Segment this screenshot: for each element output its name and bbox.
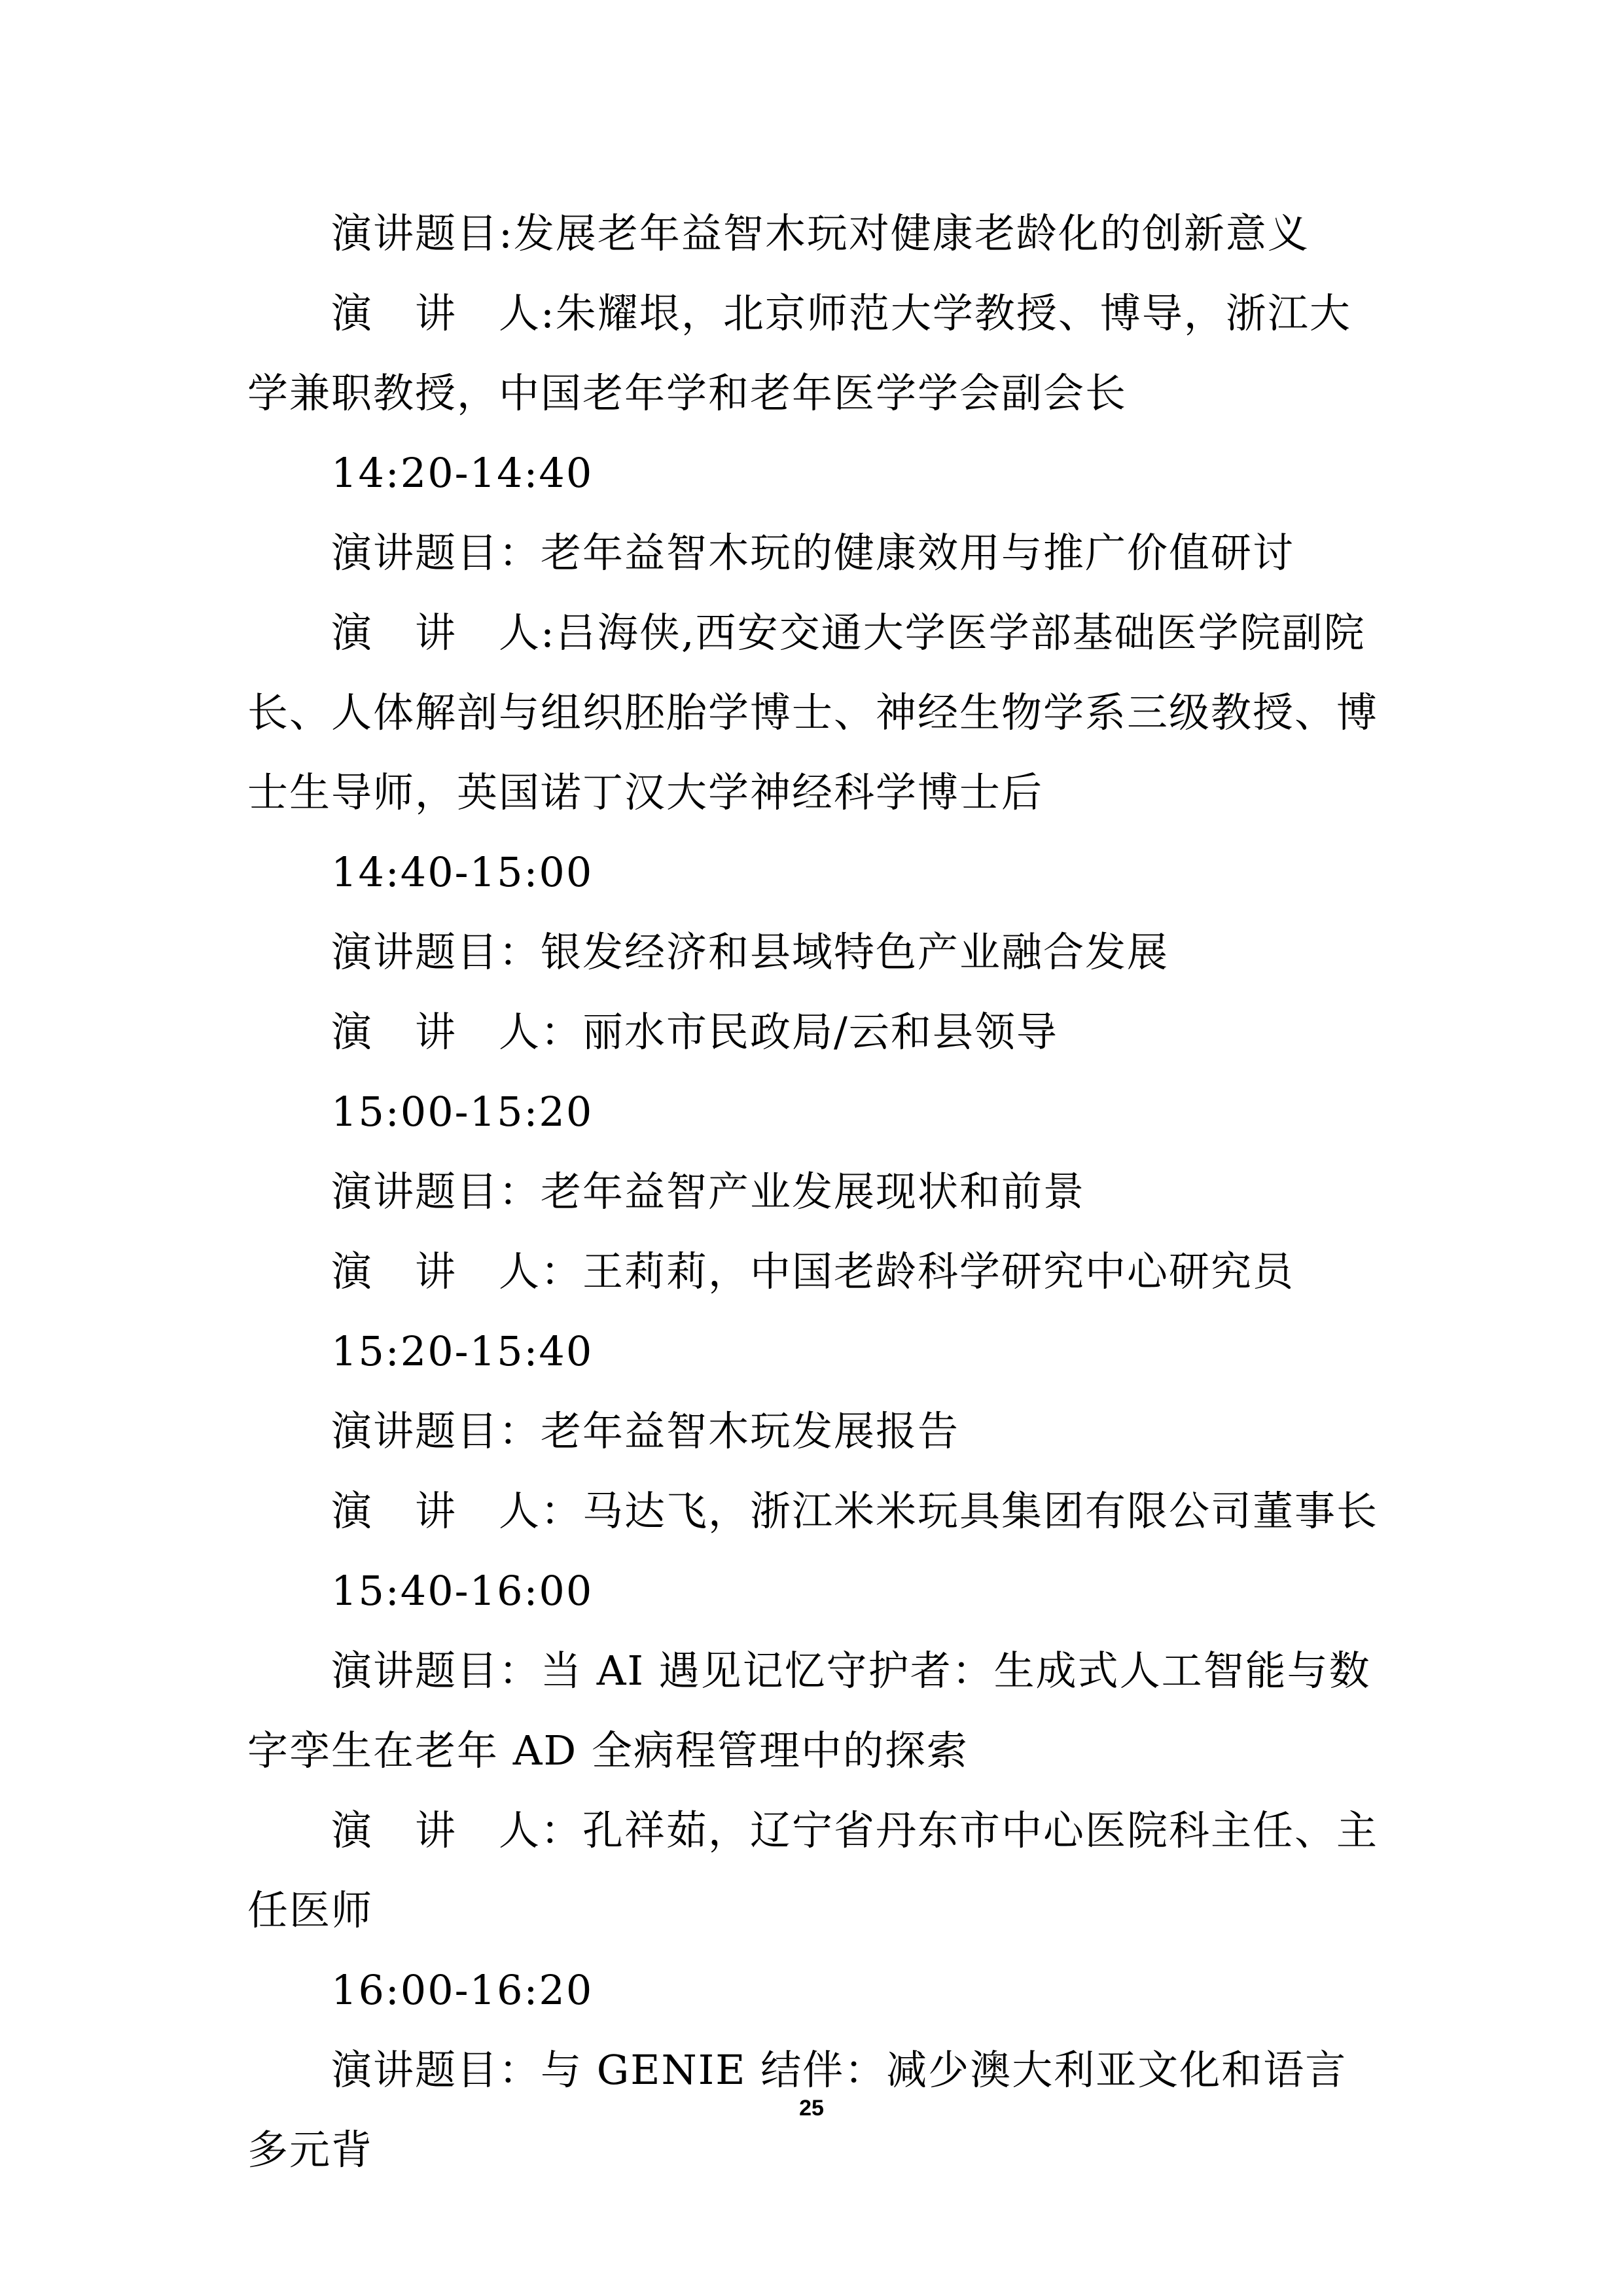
talk-title-6: 演讲题目：当 AI 遇见记忆守护者：生成式人工智能与数字孪生在老年 AD 全病程管理中的探索 [247,1647,1371,1774]
speaker-4: 演 讲 人：王莉莉，中国老龄科学研究中心研究员 [331,1247,1295,1295]
speaker-2: 演 讲 人:吕海侠,西安交通大学医学部基础医学院副院长、人体解剖与组织胚胎学博士、神经生物学系三级教授、博士生导师，英国诺丁汉大学神经科学博士后 [247,609,1379,816]
time-slot-1: 14:20-14:40 [331,449,594,497]
time-slot-6: 16:00-16:20 [331,1966,594,2014]
talk-title-4: 演讲题目：老年益智产业发展现状和前景 [331,1168,1086,1215]
speaker-6: 演 讲 人：孔祥茹，辽宁省丹东市中心医院科主任、主任医师 [247,1806,1379,1934]
talk-title-5: 演讲题目：老年益智木玩发展报告 [331,1407,960,1455]
speaker-3: 演 讲 人：丽水市民政局/云和县领导 [331,1008,1058,1056]
time-slot-5: 15:40-16:00 [331,1567,594,1615]
speaker-1: 演 讲 人:朱耀垠，北京师范大学教授、博导，浙江大学兼职教授，中国老年学和老年医学学会副会长 [247,289,1351,417]
talk-title-7: 演讲题目：与 GENIE 结伴：减少澳大利亚文化和语言多元背 [247,2046,1347,2174]
page-content [247,194,1383,2190]
talk-title-1: 演讲题目:发展老年益智木玩对健康老龄化的创新意义 [331,209,1310,257]
talk-title-2: 演讲题目：老年益智木玩的健康效用与推广价值研讨 [331,529,1295,577]
time-slot-3: 15:00-15:20 [331,1088,594,1136]
time-slot-4: 15:20-15:40 [331,1327,594,1375]
talk-title-3: 演讲题目：银发经济和县域特色产业融合发展 [331,928,1169,976]
speaker-5: 演 讲 人：马达飞，浙江米米玩具集团有限公司董事长 [331,1487,1379,1535]
page-number: 25 [799,2096,824,2121]
time-slot-2: 14:40-15:00 [331,848,594,896]
